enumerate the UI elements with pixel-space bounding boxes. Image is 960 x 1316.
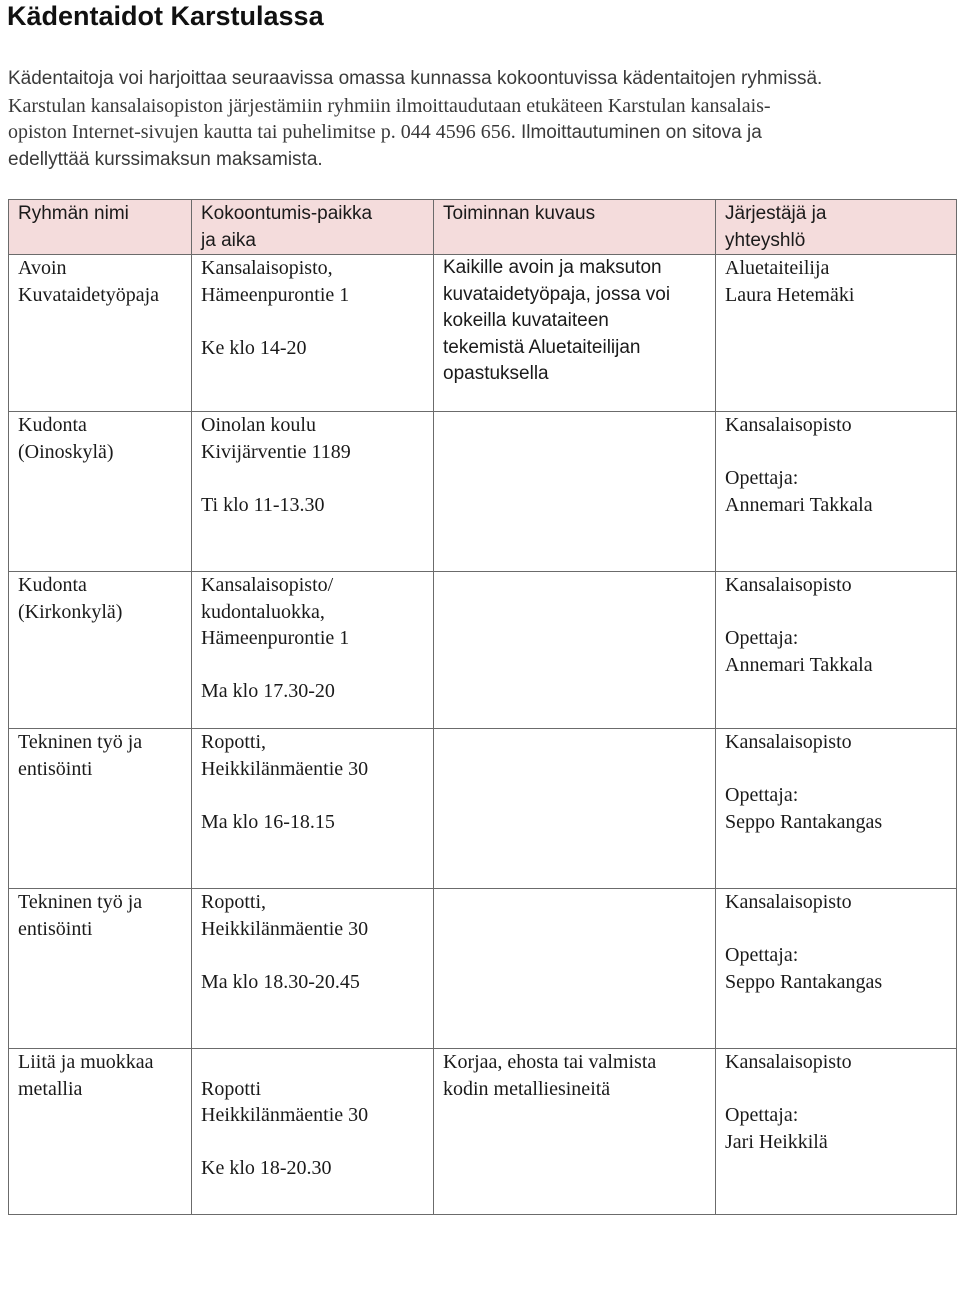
cell-organizer: Kansalaisopisto Opettaja: Annemari Takkala — [716, 412, 957, 572]
cell-organizer: Aluetaiteilija Laura Hetemäki — [716, 255, 957, 412]
intro-line: Karstulan kansalaisopiston järjestämiin ryhmiin ilmoittaudutaan etukäteen Karstulan kansalais- — [8, 94, 771, 117]
cell-organizer: Kansalaisopisto Opettaja: Annemari Takkala — [716, 572, 957, 729]
intro-line-phone: opiston Internet-sivujen kautta tai puhelimitse p. 044 4596 656. — [8, 121, 516, 143]
cell-description — [434, 889, 716, 1049]
cell-description — [434, 572, 716, 729]
intro-line: Kädentaitoja voi harjoittaa seuraavissa omassa kunnassa kokoontuvissa kädentaitojen ryhmissä. — [8, 68, 823, 89]
table-row — [9, 572, 957, 729]
intro-line — [8, 119, 948, 147]
groups-table — [8, 199, 957, 1215]
table-row — [9, 412, 957, 572]
cell-group-name: Tekninen työ ja entisöinti — [9, 729, 192, 889]
cell-description — [434, 412, 716, 572]
cell-organizer: Kansalaisopisto Opettaja: Jari Heikkilä — [716, 1049, 957, 1215]
table-row — [9, 729, 957, 889]
cell-place-time: Oinolan koulu Kivijärventie 1189 Ti klo 11-13.30 — [192, 412, 434, 572]
cell-group-name: Tekninen työ ja entisöinti — [9, 889, 192, 1049]
intro-paragraph — [8, 66, 948, 173]
cell-description — [434, 729, 716, 889]
cell-group-name: Avoin Kuvataidetyöpaja — [9, 255, 192, 412]
cell-place-time: Kansalaisopisto, Hämeenpurontie 1 Ke klo 14-20 — [192, 255, 434, 412]
cell-place-time: Ropotti, Heikkilänmäentie 30 Ma klo 16-18.15 — [192, 729, 434, 889]
intro-line-tail: Ilmoittautuminen on sitova ja — [515, 122, 762, 143]
cell-group-name: Kudonta (Oinoskylä) — [9, 412, 192, 572]
page-title: Kädentaidot Karstulassa — [7, 1, 324, 31]
header-place-time: Kokoontumis-paikka ja aika — [192, 200, 434, 255]
table-header-row — [9, 200, 957, 255]
table-row — [9, 1049, 957, 1215]
cell-group-name: Liitä ja muokkaa metallia — [9, 1049, 192, 1215]
header-organizer: Järjestäjä ja yhteyshlö — [716, 200, 957, 255]
cell-description: Kaikille avoin ja maksuton kuvataidetyöpaja, jossa voi kokeilla kuvataiteen tekemistä Aluetaiteilijan opastuksella — [434, 255, 716, 412]
cell-description: Korjaa, ehosta tai valmista kodin metalliesineitä — [434, 1049, 716, 1215]
header-group-name: Ryhmän nimi — [9, 200, 192, 255]
intro-line: edellyttää kurssimaksun maksamista. — [8, 148, 323, 170]
cell-group-name: Kudonta (Kirkonkylä) — [9, 572, 192, 729]
cell-place-time: Ropotti Heikkilänmäentie 30 Ke klo 18-20.30 — [192, 1049, 434, 1215]
cell-place-time: Kansalaisopisto/ kudontaluokka, Hämeenpurontie 1 Ma klo 17.30-20 — [192, 572, 434, 729]
cell-organizer: Kansalaisopisto Opettaja: Seppo Rantakangas — [716, 889, 957, 1049]
table-row — [9, 255, 957, 412]
table-row — [9, 889, 957, 1049]
header-description: Toiminnan kuvaus — [434, 200, 716, 255]
cell-place-time: Ropotti, Heikkilänmäentie 30 Ma klo 18.30-20.45 — [192, 889, 434, 1049]
cell-organizer: Kansalaisopisto Opettaja: Seppo Rantakangas — [716, 729, 957, 889]
